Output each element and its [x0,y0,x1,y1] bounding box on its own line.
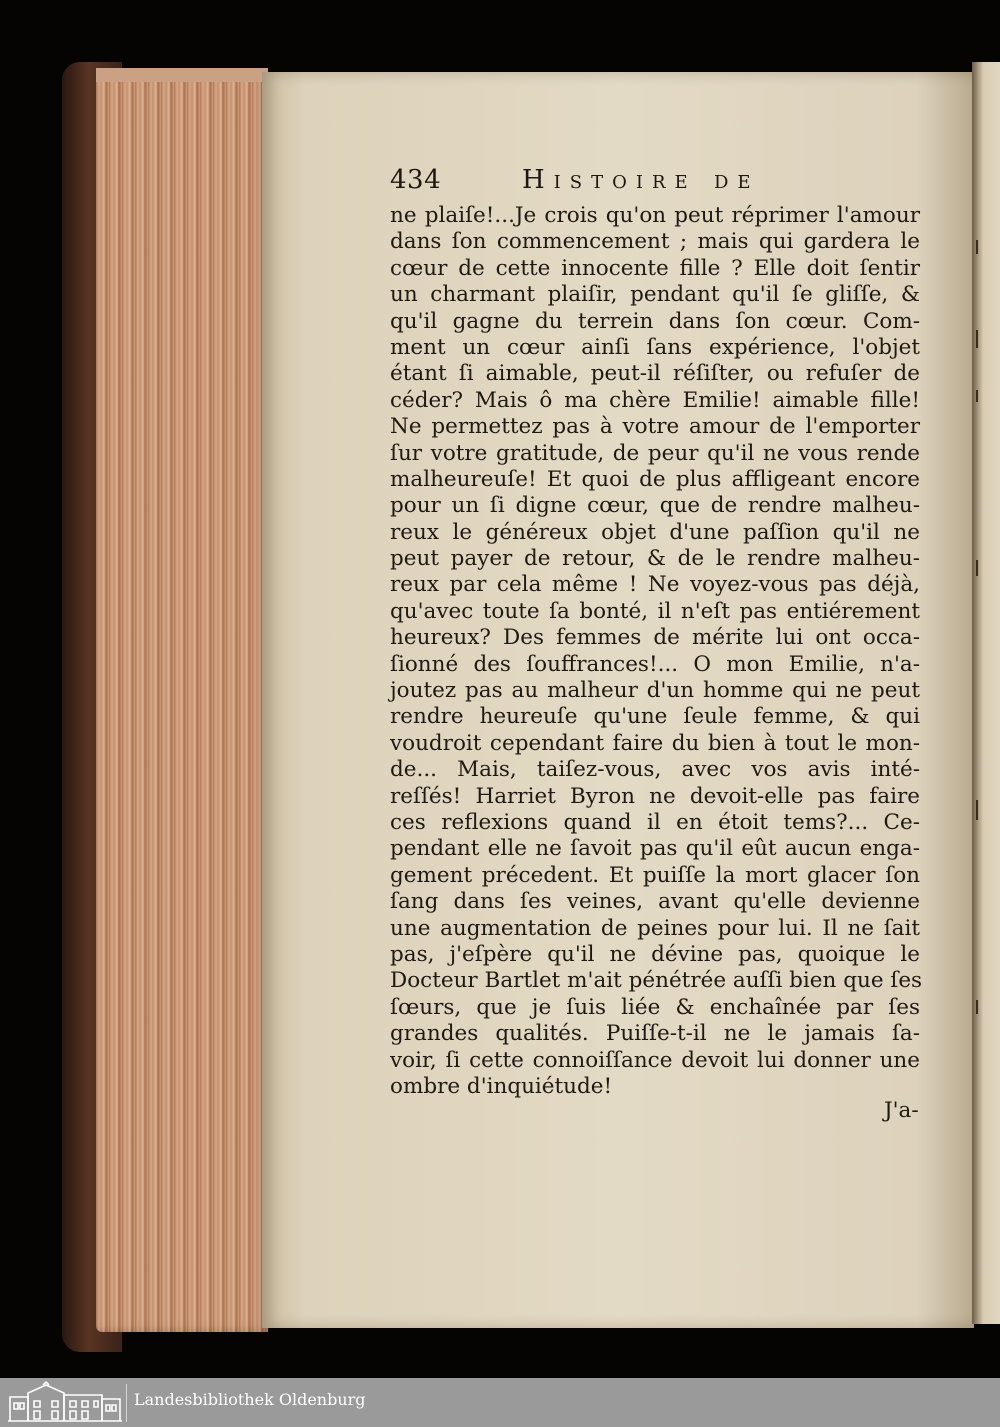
body-text [390,203,923,1100]
text-line: ſionné des ſouffrances!... O mon Emilie, n'a- [390,651,920,677]
library-building-icon [6,1381,124,1423]
footer-divider [126,1384,127,1422]
text-line: ſur votre gratitude, de peur qu'il ne vous rende [390,440,920,466]
text-line: ſang dans ſes veines, avant qu'elle devienne [390,889,920,915]
text-line: étant ſi aimable, peut-il réſiſter, ou refuſer de [390,361,920,387]
text-line: ces reflexions quand il en étoit tems?... Ce- [390,809,920,835]
text-line: ment un cœur ainſi ſans expérience, l'objet [390,334,920,360]
text-line: Ne permettez pas à votre amour de l'emporter [390,414,920,440]
facing-page-show-through [976,240,996,1020]
page-edges [96,70,268,1332]
running-head [390,165,930,201]
text-line: pour un ſi digne cœur, que de rendre malheu- [390,493,920,519]
text-line: dans ſon commencement ; mais qui gardera le [390,229,920,255]
text-line: joutez pas au malheur d'un homme qui ne peut [390,678,920,704]
text-line: gement précedent. Et puiſſe la mort glacer ſon [390,862,920,888]
text-line: grandes qualités. Puiſſe-t-il ne le jamais ſa- [390,1021,920,1047]
text-line: malheureuſe! Et quoi de plus affligeant encore [390,466,920,492]
page-edges-top [96,68,268,82]
text-line: qu'il gagne du terrein dans ſon cœur. Com- [390,308,920,334]
text-line: voir, ſi cette connoiſſance devoit lui donner une [390,1047,920,1073]
text-line: heureux? Des femmes de mérite lui ont occa- [390,625,920,651]
text-line: de... Mais, taiſez-vous, avec vos avis inté- [390,757,920,783]
page-number: 434 [390,165,442,195]
text-line: peut payer de retour, & de le rendre malheu- [390,546,920,572]
text-line: reſſés! Harriet Byron ne devoit-elle pas faire [390,783,920,809]
text-line: pas, j'eſpère qu'il ne dévine pas, quoique le [390,941,920,967]
text-line: une augmentation de peines pour lui. Il ne ſait [390,915,920,941]
text-line: ombre d'inquiétude! [390,1073,613,1099]
text-line: voudroit cependant faire du bien à tout le mon- [390,730,920,756]
text-line: ſœurs, que je ſuis liée & enchaînée par ſes [390,994,920,1020]
catchword: J'a- [884,1098,919,1123]
text-line: cœur de cette innocente fille ? Elle doit ſentir [390,255,920,281]
running-title: Histoire de [522,165,760,195]
text-line: ne plaiſe!...Je crois qu'on peut réprimer l'amour [390,203,920,228]
text-line: reux par cela même ! Ne voyez-vous pas déjà, [390,572,920,598]
text-line: céder? Mais ô ma chère Emilie! aimable fille! [390,387,920,413]
text-line: reux le généreux objet d'une paſſion qu'il ne [390,519,920,545]
text-line: Docteur Bartlet m'ait pénétrée auſſi bien que ſes [390,968,923,994]
text-line: un charmant plaiſir, pendant qu'il ſe gliſſe, & [390,282,920,308]
text-line: rendre heureuſe qu'une ſeule femme, & qui [390,704,920,730]
library-name: Landesbibliothek Oldenburg [134,1390,366,1409]
text-line: pendant elle ne ſavoit pas qu'il eût aucun enga- [390,836,920,862]
text-line: qu'avec toute ſa bonté, il n'eſt pas entiérement [390,598,920,624]
